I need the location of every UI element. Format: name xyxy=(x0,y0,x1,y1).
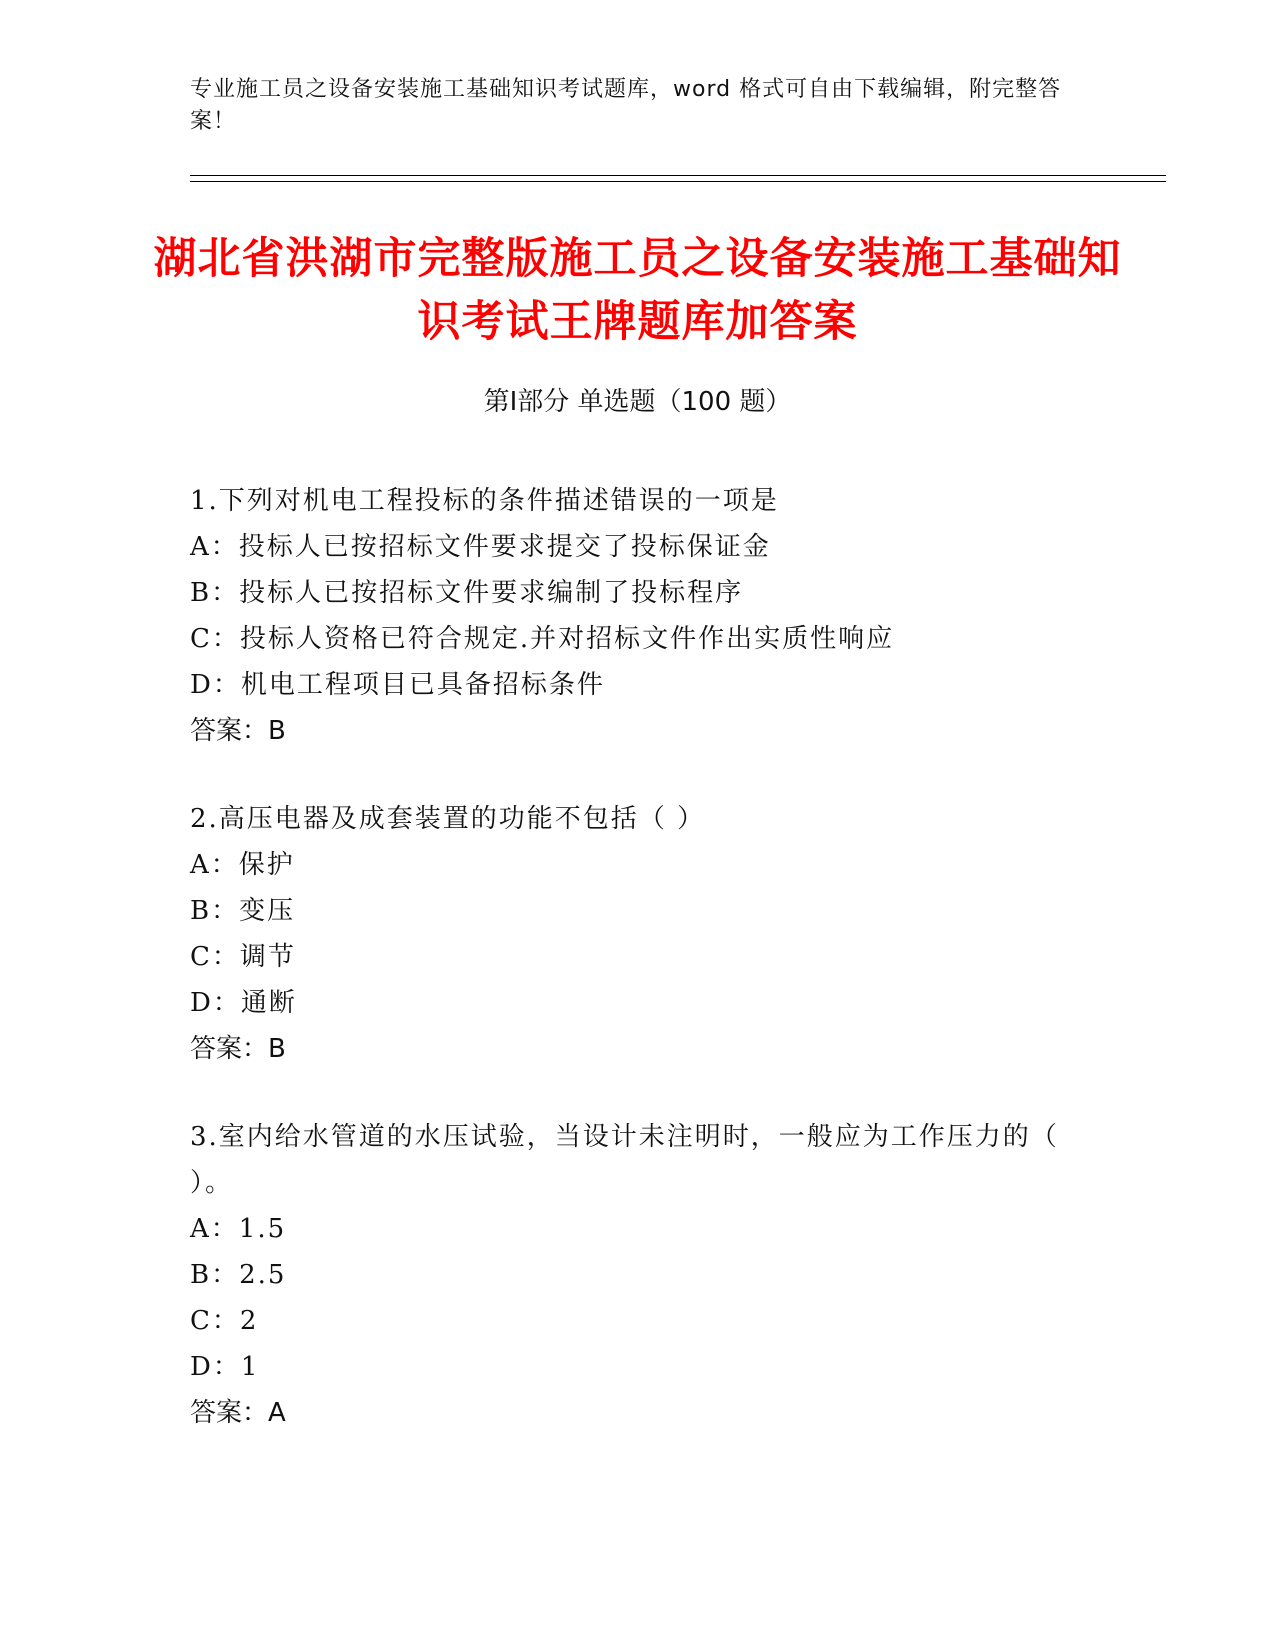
option-a: A：投标人已按招标文件要求提交了投标保证金 xyxy=(190,532,771,562)
answer-text: 答案：B xyxy=(190,1034,286,1064)
option-d: D：1 xyxy=(190,1352,260,1382)
question-item xyxy=(190,478,1090,754)
option-b: B：变压 xyxy=(190,896,296,926)
option-c: C：投标人资格已符合规定.并对招标文件作出实质性响应 xyxy=(190,624,895,654)
option-c: C：调节 xyxy=(190,942,296,972)
option-d: D：通断 xyxy=(190,988,297,1018)
question-text: 3.室内给水管道的水压试验，当设计未注明时，一般应为工作压力的（ ）。 xyxy=(190,1122,1059,1198)
header-note: 专业施工员之设备安装施工基础知识考试题库，word 格式可自由下载编辑，附完整答案！ xyxy=(190,77,1062,134)
question-text: 1.下列对机电工程投标的条件描述错误的一项是 xyxy=(190,486,779,516)
section-title: 第Ⅰ部分 单选题（100 题） xyxy=(483,387,792,417)
option-b: B：2.5 xyxy=(190,1260,287,1290)
option-d: D：机电工程项目已具备招标条件 xyxy=(190,670,605,700)
document-title: 湖北省洪湖市完整版施工员之设备安装施工基础知识考试王牌题库加答案 xyxy=(153,234,1122,347)
question-list xyxy=(190,478,1090,1478)
question-text: 2.高压电器及成套装置的功能不包括（ ） xyxy=(190,804,706,834)
question-item xyxy=(190,1114,1090,1436)
option-b: B：投标人已按招标文件要求编制了投标程序 xyxy=(190,578,744,608)
option-a: A：1.5 xyxy=(190,1214,287,1244)
question-item xyxy=(190,796,1090,1072)
header-rule-bottom xyxy=(190,181,1166,182)
option-c: C：2 xyxy=(190,1306,259,1336)
header-rule-top xyxy=(190,175,1166,176)
answer-text: 答案：A xyxy=(190,1398,286,1428)
answer-text: 答案：B xyxy=(190,716,286,746)
option-a: A：保护 xyxy=(190,850,295,880)
